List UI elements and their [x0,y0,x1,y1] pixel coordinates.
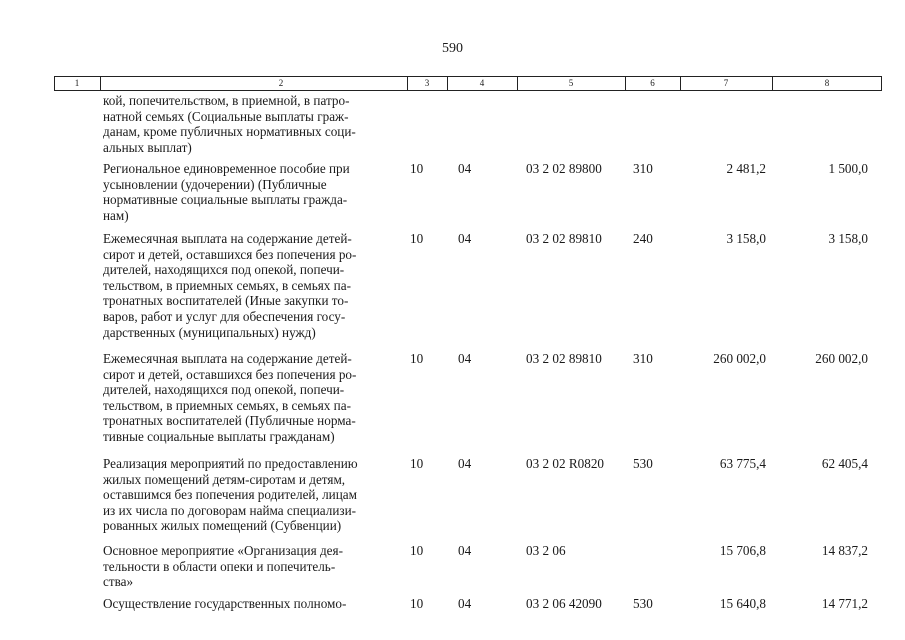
header-col-2: 2 [278,78,284,88]
row-description: Реализация мероприятий по предоставлению жилых помещений детям-сиротам и детям, оставшимся без попечения родителей, лицам из их числа по договорам найма специализи- рованных жилых помещений (Субвенции) [103,456,358,534]
cell-target-article: 03 2 06 42090 [526,596,602,611]
page-number: 590 [442,41,463,56]
cell-target-article: 03 2 02 89800 [526,161,602,176]
cell-amount-year-2: 1 500,0 [828,161,868,176]
header-col-1: 1 [74,78,80,88]
cell-section: 10 [410,161,424,176]
header-col-4: 4 [479,78,485,88]
cell-expense-type: 530 [633,596,653,611]
cell-subsection: 04 [458,543,472,558]
cell-subsection: 04 [458,161,472,176]
cell-subsection: 04 [458,456,472,471]
row-description: Осуществление государственных полномо- [103,596,347,611]
row-description: кой, попечительством, в приемной, в патро- натной семьях (Социальные выплаты граж- данам, кроме публичных нормативных соци- альных выплат) [103,93,356,155]
cell-section: 10 [410,543,424,558]
cell-amount-year-1: 15 640,8 [719,596,766,611]
row-description: Ежемесячная выплата на содержание детей- сирот и детей, оставшихся без попечения ро- дителей, находящихся под опекой, попечи- тельством, в приемных семьях, в семьях па- тронатных воспитателей (Иные закупки то- варов, работ и услуг для обеспечения госу- дарственных (муниципальных) нужд) [103,231,357,340]
cell-amount-year-2: 260 002,0 [815,351,868,366]
cell-subsection: 04 [458,351,472,366]
cell-section: 10 [410,456,424,471]
header-col-7: 7 [723,78,729,88]
cell-subsection: 04 [458,596,472,611]
cell-expense-type: 310 [633,351,653,366]
header-divider [881,77,882,90]
cell-section: 10 [410,351,424,366]
row-description: Основное мероприятие «Организация дея- тельности в области опеки и попечитель- ства» [103,543,343,590]
header-col-3: 3 [424,78,430,88]
cell-amount-year-1: 15 706,8 [719,543,766,558]
cell-target-article: 03 2 06 [526,543,566,558]
cell-amount-year-2: 14 771,2 [821,596,868,611]
cell-amount-year-1: 63 775,4 [719,456,766,471]
cell-expense-type: 530 [633,456,653,471]
cell-section: 10 [410,231,424,246]
row-description: Региональное единовременное пособие при усыновлении (удочерении) (Публичные нормативные социальные выплаты гражда- нам) [103,161,350,223]
row-description: Ежемесячная выплата на содержание детей- сирот и детей, оставшихся без попечения ро- дителей, находящихся под опекой, попечи- тельством, в приемных семьях, в семьях па- тронатных воспитателей (Публичные норма- тивные социальные выплаты гражданам) [103,351,357,444]
cell-amount-year-2: 3 158,0 [828,231,868,246]
cell-amount-year-2: 62 405,4 [821,456,868,471]
header-col-8: 8 [824,78,830,88]
cell-amount-year-2: 14 837,2 [821,543,868,558]
cell-expense-type: 240 [633,231,653,246]
cell-amount-year-1: 3 158,0 [726,231,766,246]
cell-section: 10 [410,596,424,611]
header-col-5: 5 [568,78,574,88]
cell-amount-year-1: 2 481,2 [726,161,766,176]
cell-subsection: 04 [458,231,472,246]
header-col-6: 6 [650,78,655,88]
cell-target-article: 03 2 02 R0820 [526,456,605,471]
cell-expense-type: 310 [633,161,653,176]
cell-target-article: 03 2 02 89810 [526,231,602,246]
cell-target-article: 03 2 02 89810 [526,351,602,366]
table-header [54,76,882,91]
cell-amount-year-1: 260 002,0 [713,351,766,366]
